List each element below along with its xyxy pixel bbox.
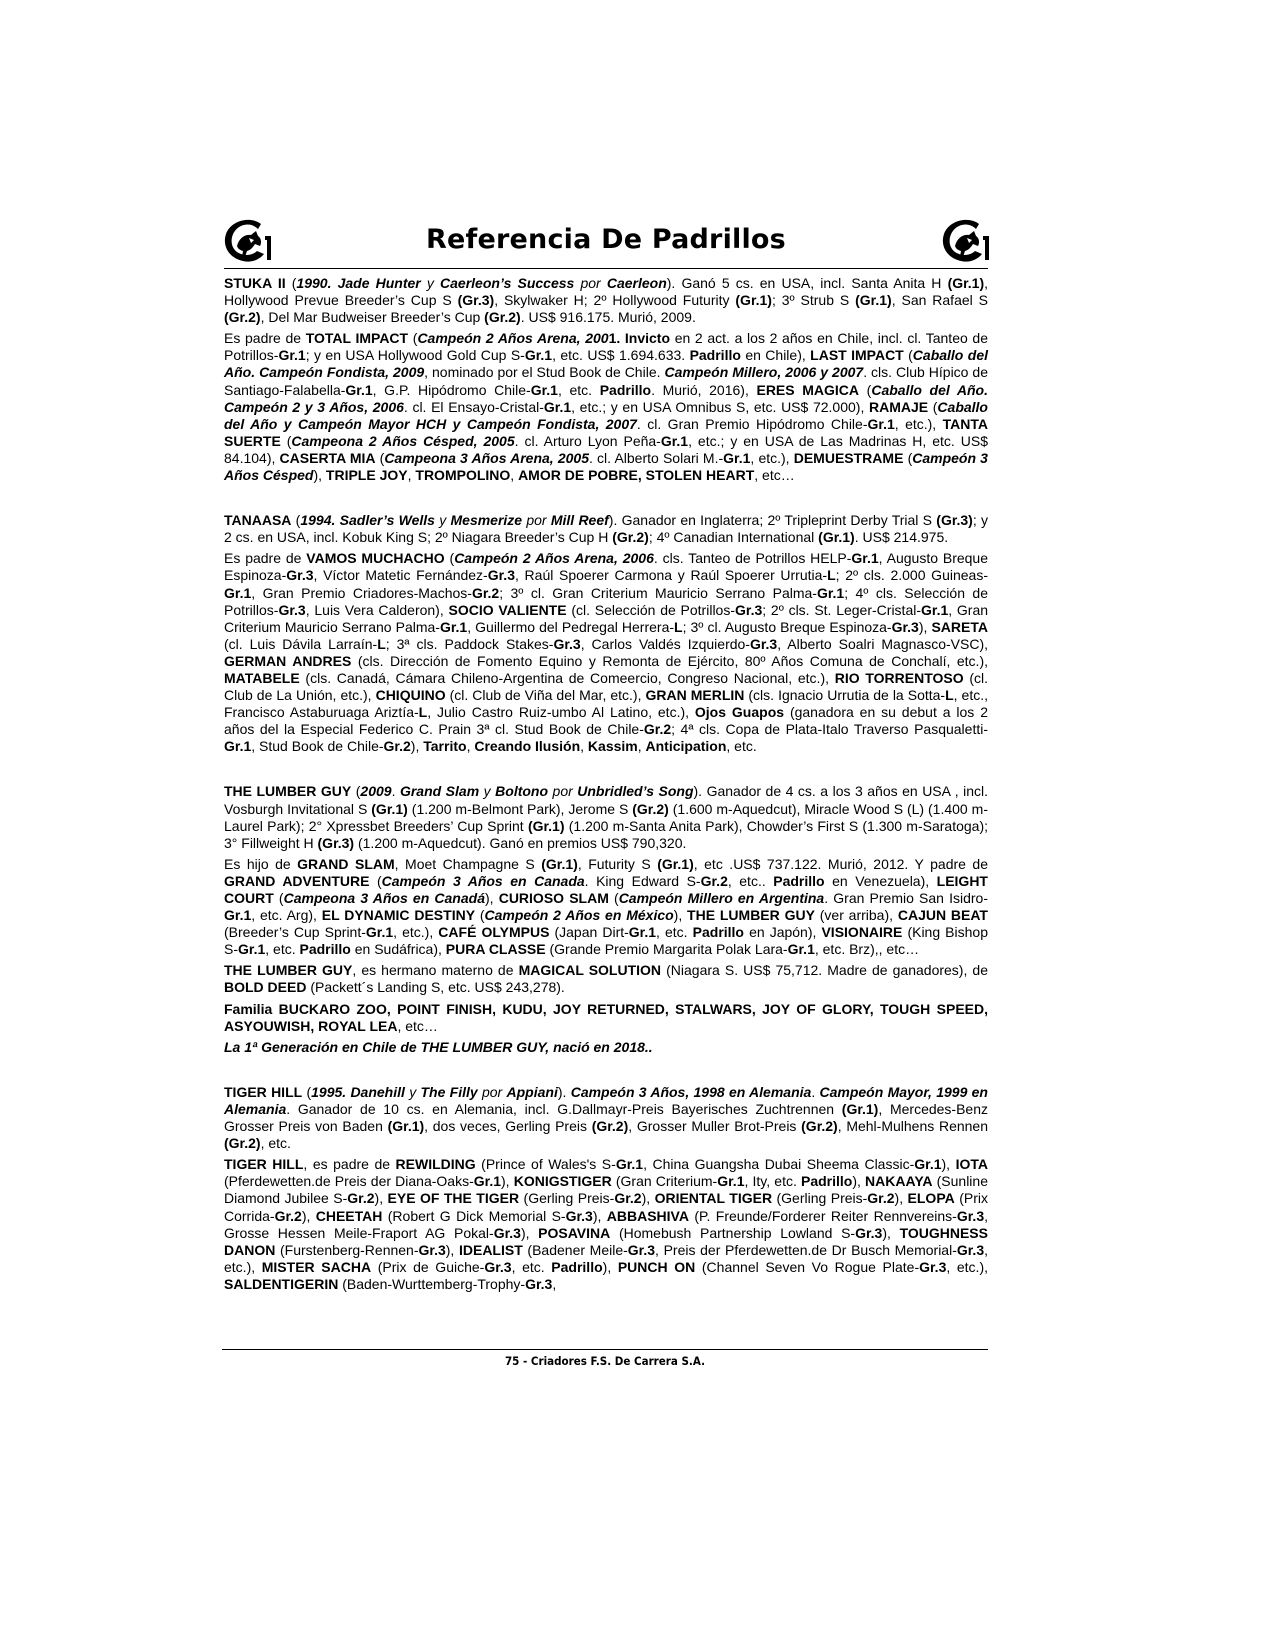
- page-title: Referencia De Padrillos: [426, 224, 786, 255]
- paragraph-stuka-intro: STUKA II (1990. Jade Hunter y Caerleon’s Success por Caerleon). Ganó 5 cs. en USA, incl. Santa Anita H (Gr.1), Hollywood Prevue Breeder’s Cup S (Gr.3), Skylwaker H; 2º Hollywood Futurity (Gr.1); 3º Strub S (Gr.1), San Rafael S (Gr.2), Del Mar Budweiser Breeder’s Cup (Gr.2). US$ 916.175. Murió, 2009.: [224, 275, 989, 326]
- page-footer: 75 - Criadores F.S. De Carrera S.A.: [504, 1354, 706, 1368]
- page: [224, 212, 988, 1297]
- paragraph-tiger-hill-intro: TIGER HILL (1995. Danehill y The Filly por Appiani). Campeón 3 Años, 1998 en Alemania. Campeón Mayor, 1999 en Alemania. Ganador de 10 cs. en Alemania, incl. G.Dallmayr-Preis Bayerisches Zuchtrennen (Gr.1), Mercedes-Benz Grosser Preis von Baden (Gr.1), dos veces, Gerling Preis (Gr.2), Grosser Muller Brot-Preis (Gr.2), Mehl-Mulhens Rennen (Gr.2), etc.: [224, 1083, 988, 1152]
- paragraph-lumber-guy-intro: THE LUMBER GUY (2009. Grand Slam y Boltono por Unbridled’s Song). Ganador de 4 cs. a los 3 años en USA , incl. Vosburgh Invitational S (Gr.1) (1.200 m-Belmont Park), Jerome S (Gr.2) (1.600 m-Aquedcut), Miracle Wood S (L) (1.400 m-Laurel Park); 2° Xpressbet Breeders’ Cup Sprint (Gr.1) (1.200 m-Santa Anita Park), Chowder’s First S (1.300 m-Saratoga); 3° Fillweight H (Gr.3) (1.200 m-Aquedcut). Ganó en premios US$ 790,320.: [224, 783, 989, 851]
- paragraph-lumber-guy-generation: La 1ª Generación en Chile de THE LUMBER GUY, nació en 2018..: [224, 1038, 653, 1055]
- page-header: [224, 212, 988, 269]
- paragraph-lumber-guy-siblings: THE LUMBER GUY, es hermano materno de MAGICAL SOLUTION (Niagara S. US$ 75,712. Madre de ganadores), de BOLD DEED (Packett´s Landing S, etc. US$ 243,278).: [224, 962, 988, 996]
- paragraph-lumber-guy-family: Familia BUCKARO ZOO, POINT FINISH, KUDU, JOY RETURNED, STALWARS, JOY OF GLORY, TOUGH SPEED, ASYOUWISH, ROYAL LEA, etc…: [224, 1000, 988, 1034]
- paragraph-lumber-guy-sire: Es hijo de GRAND SLAM, Moet Champagne S (Gr.1), Futurity S (Gr.1), etc .US$ 737.122. Murió, 2012. Y padre de GRAND ADVENTURE (Campeón 3 Años en Canada. King Edward S-Gr.2, etc.. Padrillo en Venezuela), LEIGHT COURT (Campeona 3 Años en Canadá), CURIOSO SLAM (Campeón Millero en Argentina. Gran Premio San Isidro-Gr.1, etc. Arg), EL DYNAMIC DESTINY (Campeón 2 Años en México), THE LUMBER GUY (ver arriba), CAJUN BEAT (Breeder’s Cup Sprint-Gr.1, etc.), CAFÉ OLYMPUS (Japan Dirt-Gr.1, etc. Padrillo en Japón), VISIONAIRE (King Bishop S-Gr.1, etc. Padrillo en Sudáfrica), PURA CLASSE (Grande Premio Margarita Polak Lara-Gr.1, etc. Brz),, etc…: [224, 855, 989, 958]
- paragraph-stuka-progeny: Es padre de TOTAL IMPACT (Campeón 2 Años Arena, 2001. Invicto en 2 act. a los 2 años en Chile, incl. cl. Tanteo de Potrillos-Gr.1; y en USA Hollywood Gold Cup S-Gr.1, etc. US$ 1.694.633. Padrillo en Chile), LAST IMPACT (Caballo del Año. Campeón Fondista, 2009, nominado por el Stud Book de Chile. Campeón Millero, 2006 y 2007. cls. Club Hípico de Santiago-Falabella-Gr.1, G.P. Hipódromo Chile-Gr.1, etc. Padrillo. Murió, 2016), ERES MAGICA (Caballo del Año. Campeón 2 y 3 Años, 2006. cl. El Ensayo-Cristal-Gr.1, etc.; y en USA Omnibus S, etc. US$ 72.000), RAMAJE (Caballo del Año y Campeón Mayor HCH y Campeón Fondista, 2007. cl. Gran Premio Hipódromo Chile-Gr.1, etc.), TANTA SUERTE (Campeona 2 Años Césped, 2005. cl. Arturo Lyon Peña-Gr.1, etc.; y en USA de Las Madrinas H, etc. US$ 84.104), CASERTA MIA (Campeona 3 Años Arena, 2005. cl. Alberto Solari M.-Gr.1, etc.), DEMUESTRAME (Campeón 3 Años Césped), TRIPLE JOY, TROMPOLINO, AMOR DE POBRE, STOLEN HEART, etc…: [224, 330, 989, 484]
- paragraph-tanaasa-intro: TANAASA (1994. Sadler’s Wells y Mesmerize por Mill Reef). Ganador en Inglaterra; 2º Tripleprint Derby Trial S (Gr.3); y 2 cs. en USA, incl. Kobuk King S; 2º Niagara Breeder’s Cup H (Gr.2); 4º Canadian International (Gr.1). US$ 214.975.: [224, 512, 989, 546]
- section-gap: [224, 488, 988, 512]
- horse-logo-icon: [939, 216, 991, 264]
- paragraph-tanaasa-progeny: Es padre de VAMOS MUCHACHO (Campeón 2 Años Arena, 2006. cls. Tanteo de Potrillos HELP-Gr.1, Augusto Breque Espinoza-Gr.3, Víctor Matetic Fernández-Gr.3, Raúl Spoerer Carmona y Raúl Spoerer Urrutia-L; 2º cls. 2.000 Guineas-Gr.1, Gran Premio Criadores-Machos-Gr.2; 3º cl. Gran Criterium Mauricio Serrano Palma-Gr.1; 4º cls. Selección de Potrillos-Gr.3, Luis Vera Calderon), SOCIO VALIENTE (cl. Selección de Potrillos-Gr.3; 2º cls. St. Leger-Cristal-Gr.1, Gran Criterium Mauricio Serrano Palma-Gr.1, Guillermo del Pedregal Herrera-L; 3º cl. Augusto Breque Espinoza-Gr.3), SARETA (cl. Luis Dávila Larraín-L; 3ª cls. Paddock Stakes-Gr.3, Carlos Valdés Izquierdo-Gr.3, Alberto Soalri Magnasco-VSC), GERMAN ANDRES (cls. Dirección de Fomento Equino y Remonta de Ejército, 80º Años Comuna de Conchalí, etc.), MATABELE (cls. Canadá, Cámara Chileno-Argentina de Comeercio, Congreso Nacional, etc.), RIO TORRENTOSO (cl. Club de La Unión, etc.), CHIQUINO (cl. Club de Viña del Mar, etc.), GRAN MERLIN (cls. Ignacio Urrutia de la Sotta-L, etc., Francisco Astaburuaga Ariztía-L, Julio Castro Ruiz-umbo Al Latino, etc.), Ojos Guapos (ganadora en su debut a los 2 años del la Especial Federico C. Prain 3ª cl. Stud Book de Chile-Gr.2; 4ª cls. Copa de Plata-Italo Traverso Pasqualetti-Gr.1, Stud Book de Chile-Gr.2), Tarrito, Creando Ilusión, Kassim, Anticipation, etc.: [224, 550, 989, 755]
- section-gap: [224, 1060, 988, 1084]
- paragraph-tiger-hill-progeny: TIGER HILL, es padre de REWILDING (Prince of Wales's S-Gr.1, China Guangsha Dubai Sheema Classic-Gr.1), IOTA (Pferdewetten.de Preis der Diana-Oaks-Gr.1), KONIGSTIGER (Gran Criterium-Gr.1, Ity, etc. Padrillo), NAKAAYA (Sunline Diamond Jubilee S-Gr.2), EYE OF THE TIGER (Gerling Preis-Gr.2), ORIENTAL TIGER (Gerling Preis-Gr.2), ELOPA (Prix Corrida-Gr.2), CHEETAH (Robert G Dick Memorial S-Gr.3), ABBASHIVA (P. Freunde/Forderer Reiter Rennvereins-Gr.3, Grosse Hessen Meile-Fraport AG Pokal-Gr.3), POSAVINA (Homebush Partnership Lowland S-Gr.3), TOUGHNESS DANON (Furstenberg-Rennen-Gr.3), IDEALIST (Badener Meile-Gr.3, Preis der Pferdewetten.de Dr Busch Memorial-Gr.3, etc.), MISTER SACHA (Prix de Guiche-Gr.3, etc. Padrillo), PUNCH ON (Channel Seven Vo Rogue Plate-Gr.3, etc.), SALDENTIGERIN (Baden-Wurttemberg-Trophy-Gr.3,: [224, 1156, 988, 1292]
- footer-rule: [222, 1349, 988, 1350]
- section-gap: [224, 759, 988, 783]
- document-body: [224, 275, 988, 1293]
